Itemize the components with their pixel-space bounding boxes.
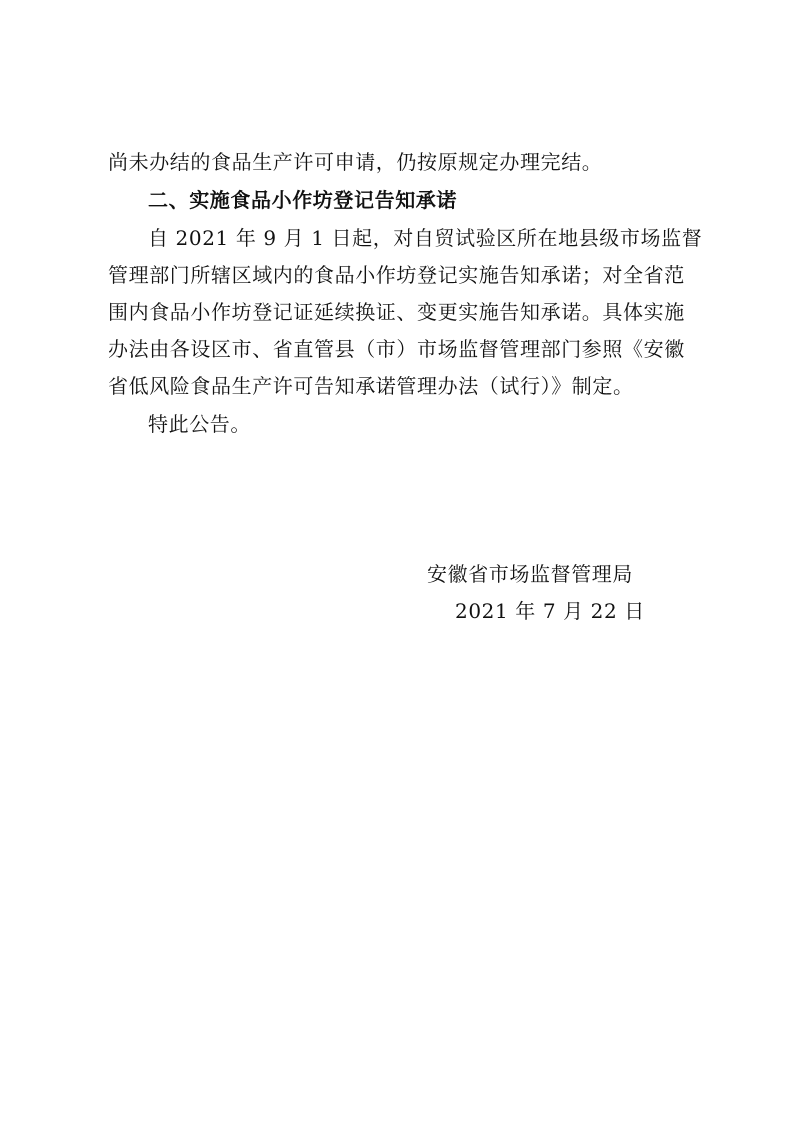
paragraph-line: 省低风险食品生产许可告知承诺管理办法（试行）》制定。 — [108, 374, 634, 398]
issuer-name: 安徽省市场监督管理局 — [427, 562, 633, 586]
section-heading: 二、实施食品小作坊登记告知承诺 — [148, 188, 457, 212]
paragraph-line: 自 2021 年 9 月 1 日起，对自贸试验区所在地县级市场监督 — [148, 226, 703, 250]
issue-date: 2021 年 7 月 22 日 — [455, 599, 645, 623]
paragraph-line: 办法由各设区市、省直管县（市）市场监督管理部门参照《安徽 — [108, 337, 685, 361]
paragraph-line: 围内食品小作坊登记证延续换证、变更实施告知承诺。具体实施 — [108, 300, 685, 324]
closing-statement: 特此公告。 — [148, 412, 251, 436]
paragraph-continuation: 尚未办结的食品生产许可申请，仍按原规定办理完结。 — [108, 150, 603, 174]
paragraph-line: 管理部门所辖区域内的食品小作坊登记实施告知承诺；对全省范 — [108, 263, 685, 287]
